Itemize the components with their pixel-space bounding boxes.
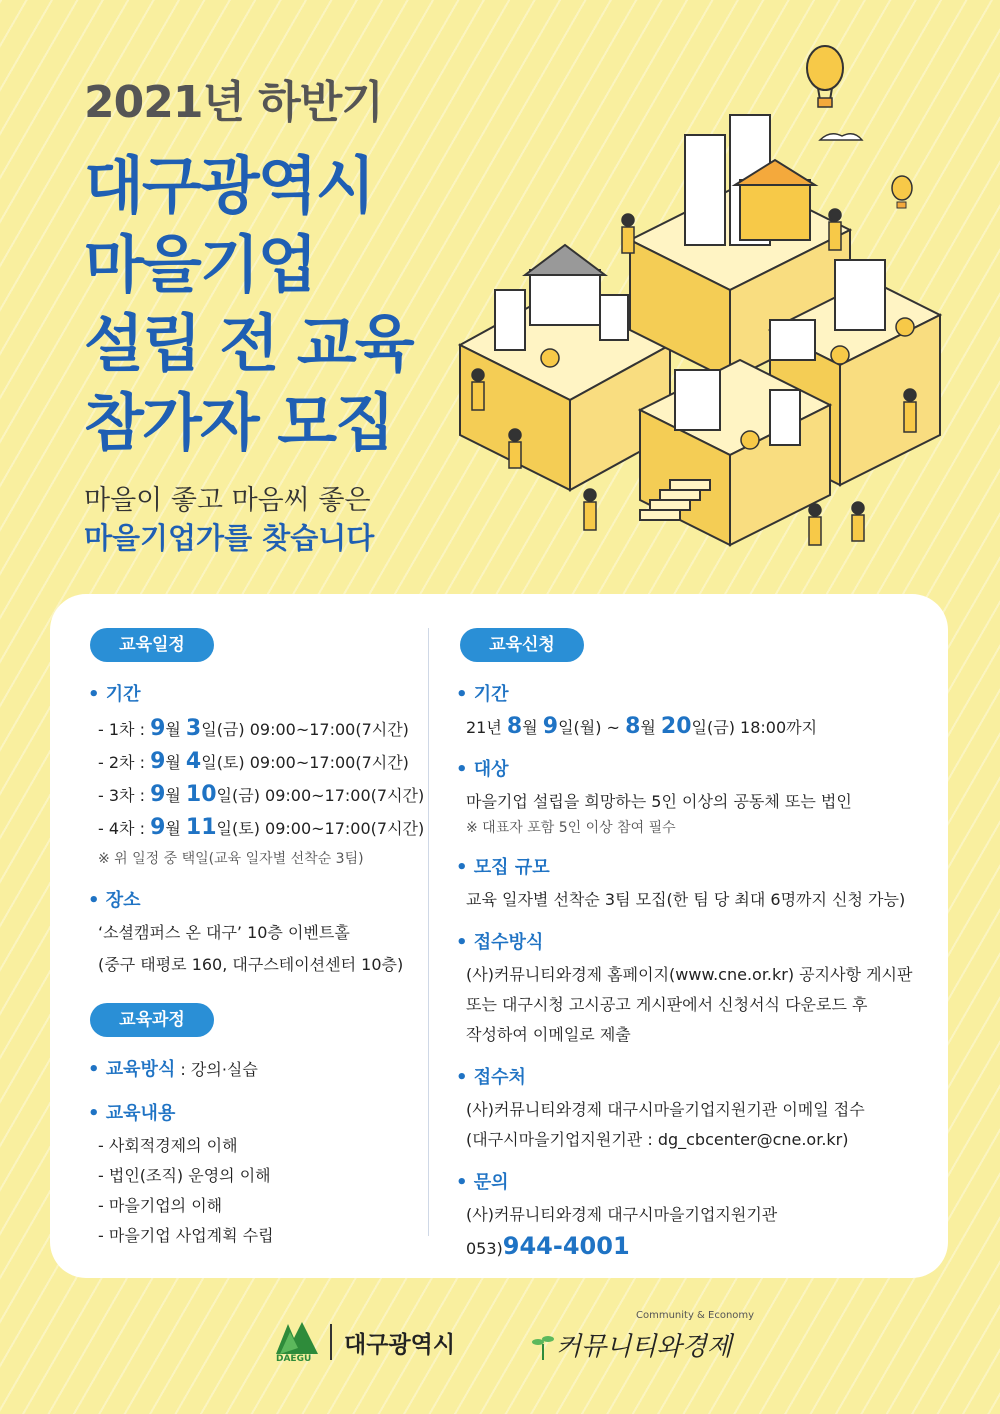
office-heading: • 접수처 xyxy=(456,1063,926,1089)
session-row: - 2차 : 9월 4일(토) 09:00~17:00(7시간) xyxy=(98,749,409,774)
scale-heading: • 모집 규모 xyxy=(456,853,926,879)
place-heading: • 장소 xyxy=(88,886,418,912)
content-item: - 사회적경제의 이해 xyxy=(98,1136,238,1155)
logo-divider xyxy=(330,1324,332,1360)
period-heading: • 기간 xyxy=(88,680,418,706)
session-row: - 4차 : 9월 11일(토) 09:00~17:00(7시간) xyxy=(98,815,425,840)
title-line-2: 마을기업 xyxy=(84,228,316,301)
method-heading: • 접수방식 xyxy=(456,928,926,954)
title-line-1: 대구광역시 xyxy=(84,149,374,222)
course-pill: 교육과정 xyxy=(90,1003,214,1037)
year-label: 2021년 하반기 xyxy=(84,77,383,128)
balloon-icon xyxy=(807,46,843,107)
place-line-2: (중구 태평로 160, 대구스테이션센터 10층) xyxy=(98,955,404,974)
cne-kr: 커뮤니티와경제 xyxy=(556,1332,732,1362)
cloud-icon xyxy=(820,134,862,140)
poster-header xyxy=(84,66,413,462)
inquiry-heading: • 문의 xyxy=(456,1168,926,1194)
poster-title xyxy=(84,146,413,462)
office-line: (사)커뮤니티와경제 대구시마을기업지원기관 이메일 접수 xyxy=(466,1100,865,1119)
sprout-icon xyxy=(532,1330,554,1360)
phone-number: 944-4001 xyxy=(502,1232,630,1260)
method-value: : 강의·실습 xyxy=(175,1060,258,1079)
content-item: - 마을기업의 이해 xyxy=(98,1196,223,1215)
footer-logos xyxy=(0,1310,1000,1378)
method-line: (사)커뮤니티와경제 홈페이지(www.cne.or.kr) 공지사항 게시판 xyxy=(466,965,913,984)
content-heading: • 교육내용 xyxy=(88,1099,418,1125)
target-text: 마을기업 설립을 희망하는 5인 이상의 공동체 또는 법인 xyxy=(466,792,852,811)
session-row: - 3차 : 9월 10일(금) 09:00~17:00(7시간) xyxy=(98,782,425,807)
subtitle-line-1: 마을이 좋고 마음씨 좋은 xyxy=(84,485,371,516)
title-line-3: 설립 전 교육 xyxy=(84,307,413,380)
subtitle-line-2: 마을기업가를 찾습니다 xyxy=(84,521,375,555)
office-line: (대구시마을기업지원기관 : dg_cbcenter@cne.or.kr) xyxy=(466,1130,849,1149)
method-line: 또는 대구시청 고시공고 게시판에서 신청서식 다운로드 후 xyxy=(466,995,868,1014)
method-heading: • 교육방식 xyxy=(88,1059,175,1080)
session-row: - 1차 : 9월 3일(금) 09:00~17:00(7시간) xyxy=(98,716,409,741)
daegu-kr: 대구광역시 xyxy=(344,1332,456,1358)
content-item: - 법인(조직) 운영의 이해 xyxy=(98,1166,271,1185)
place-line-1: ‘소셜캠퍼스 온 대구’ 10층 이벤트홀 xyxy=(98,923,350,942)
inquiry-text: (사)커뮤니티와경제 대구시마을기업지원기관 xyxy=(466,1205,778,1224)
cne-en: Community & Economy xyxy=(636,1310,755,1321)
course-section xyxy=(88,1055,418,1246)
schedule-pill: 교육일정 xyxy=(90,628,214,662)
target-note: ※ 대표자 포함 5인 이상 참여 필수 xyxy=(466,820,676,836)
phone-line: 053)944-4001 xyxy=(466,1232,630,1260)
method-line: 작성하여 이메일로 제출 xyxy=(466,1025,631,1044)
schedule-section xyxy=(88,680,425,975)
daegu-en: DAEGU xyxy=(276,1354,312,1364)
apply-period-heading: • 기간 xyxy=(456,680,926,706)
apply-period: 21년 8월 9일(월) ~ 8월 20일(금) 18:00까지 xyxy=(466,714,818,739)
apply-section xyxy=(456,680,926,1260)
apply-pill: 교육신청 xyxy=(460,628,584,662)
session-note: ※ 위 일정 중 택일(교육 일자별 선착순 3팀) xyxy=(98,851,364,867)
scale-text: 교육 일자별 선착순 3팀 모집(한 팀 당 최대 6명까지 신청 가능) xyxy=(466,890,906,909)
content-item: - 마을기업 사업계획 수립 xyxy=(98,1226,274,1245)
target-heading: • 대상 xyxy=(456,755,926,781)
small-balloon-icon xyxy=(892,176,912,208)
title-line-4: 참가자 모집 xyxy=(84,386,394,459)
puzzle-town-illustration xyxy=(440,40,960,580)
column-divider xyxy=(428,628,429,1236)
